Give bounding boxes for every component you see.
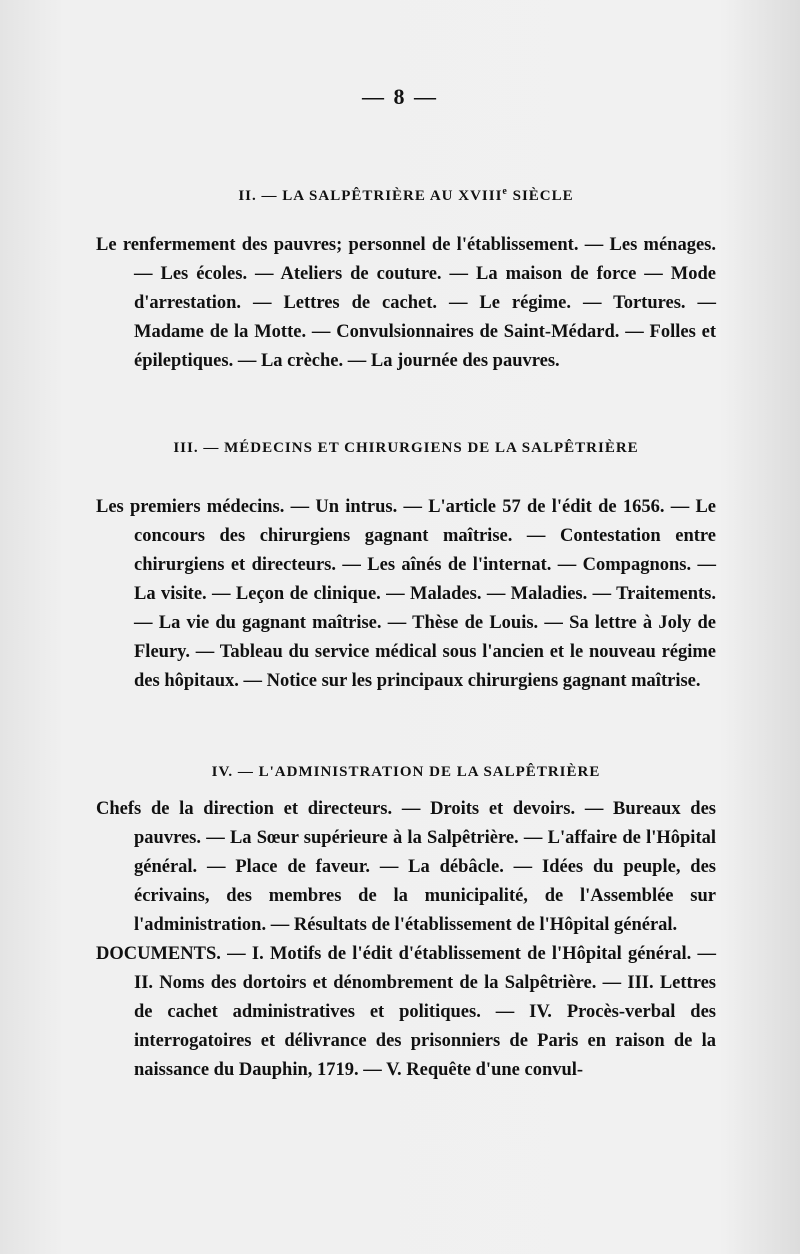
section-summary <box>96 795 716 1085</box>
documents-paragraph <box>96 940 716 1085</box>
section-summary <box>96 231 716 376</box>
section-title-end: SIÈCLE <box>507 188 574 204</box>
summary-paragraph: Les premiers médecins. — Un intrus. — L'article 57 de l'édit de 1656. — Le concours des chirurgiens gagnant maîtrise. — Contestation entre chirurgiens et directeurs. — Les aînés de l'internat. — Compagnons. — La visite. — Leçon de clinique. — Malades. — Maladies. — Traitements. — La vie du gagnant maîtrise. — Thèse de Louis. — Sa lettre à Joly de Fleury. — Tableau du service médical sous l'ancien et le nouveau régime des hôpitaux. — Notice sur les principaux chirurgiens gagnant maîtrise. <box>96 497 716 691</box>
section-title-sup: e <box>502 186 508 197</box>
section-summary <box>96 493 716 696</box>
summary-paragraph: Chefs de la direction et directeurs. — Droits et devoirs. — Bureaux des pauvres. — La Sœur supérieure à la Salpêtrière. — L'affaire de l'Hôpital général. — Place de faveur. — La débâcle. — Idées du peuple, des écrivains, des membres de la municipalité, de l'Assemblée sur l'administration. — Résultats de l'établissement de l'Hôpital général. <box>96 799 716 935</box>
documents-label: DOCUMENTS. <box>96 944 221 964</box>
section-2 <box>96 186 716 376</box>
summary-paragraph: Le renfermement des pauvres; personnel de l'établissement. — Les ménages. — Les écoles. — Ateliers de couture. — La maison de force — Mode d'arrestation. — Lettres de cachet. — Le régime. — Tortures. — Madame de la Motte. — Convulsionnaires de Saint-Médard. — Folles et épileptiques. — La crèche. — La journée des pauvres. <box>96 235 716 371</box>
section-4 <box>96 764 716 1085</box>
documents-text: — I. Motifs de l'édit d'établissement de l'Hôpital général. — II. Noms des dortoirs et dénombrement de la Salpêtrière. — III. Lettres de cachet administratives et politiques. — IV. Procès-verbal des interrogatoires et délivrance des prisonniers de Paris en raison de la naissance du Dauphin, 1719. — V. Requête d'une convul- <box>134 944 716 1080</box>
section-title-text: II. — LA SALPÊTRIÈRE AU XVIII <box>238 188 503 204</box>
section-title <box>96 186 716 205</box>
section-3 <box>96 440 716 696</box>
section-title: IV. — L'ADMINISTRATION DE LA SALPÊTRIÈRE <box>211 764 601 780</box>
page-number: — 8 — <box>362 84 438 109</box>
section-title: III. — MÉDECINS ET CHIRURGIENS DE LA SALPÊTRIÈRE <box>173 440 639 456</box>
